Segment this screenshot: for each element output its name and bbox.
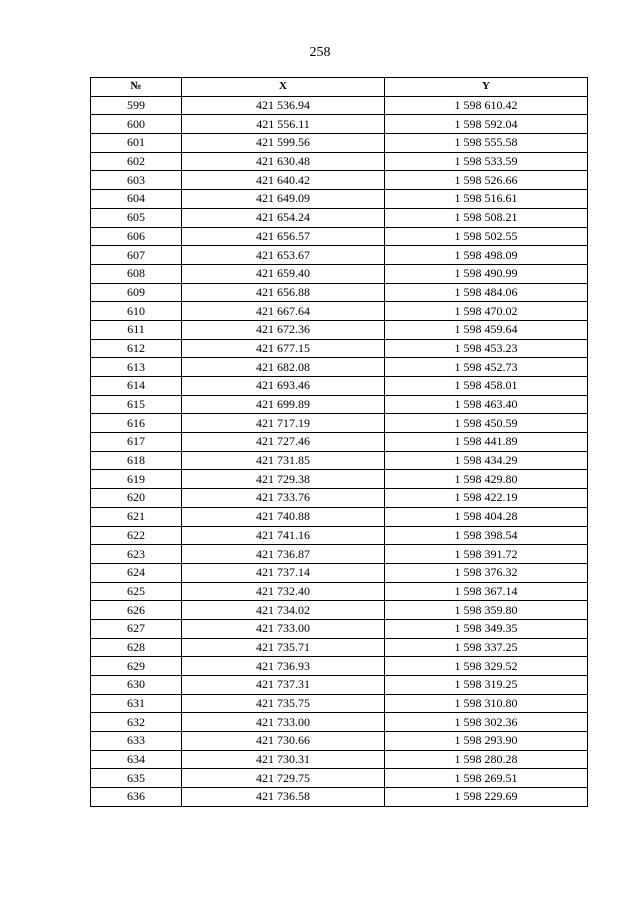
table-row [91,638,588,657]
cell-y: 1 598 516.61 [385,190,588,209]
cell-x: 421 654.24 [182,208,385,227]
cell-number: 617 [91,433,182,452]
cell-y: 1 598 302.36 [385,713,588,732]
cell-y: 1 598 310.80 [385,694,588,713]
cell-x: 421 656.88 [182,283,385,302]
cell-number: 625 [91,582,182,601]
cell-number: 615 [91,395,182,414]
cell-y: 1 598 498.09 [385,246,588,265]
cell-y: 1 598 441.89 [385,433,588,452]
cell-number: 628 [91,638,182,657]
cell-y: 1 598 484.06 [385,283,588,302]
cell-number: 629 [91,657,182,676]
cell-y: 1 598 490.99 [385,264,588,283]
cell-number: 613 [91,358,182,377]
cell-x: 421 733.76 [182,489,385,508]
table-row [91,601,588,620]
cell-number: 614 [91,377,182,396]
cell-number: 627 [91,619,182,638]
table-row [91,96,588,115]
cell-x: 421 693.46 [182,377,385,396]
table-row [91,414,588,433]
cell-x: 421 536.94 [182,96,385,115]
table-row [91,134,588,153]
cell-number: 608 [91,264,182,283]
table-row [91,358,588,377]
table-row [91,377,588,396]
cell-number: 621 [91,507,182,526]
cell-x: 421 656.57 [182,227,385,246]
cell-x: 421 630.48 [182,152,385,171]
cell-y: 1 598 610.42 [385,96,588,115]
cell-number: 624 [91,563,182,582]
cell-x: 421 731.85 [182,451,385,470]
table-row [91,302,588,321]
cell-x: 421 556.11 [182,115,385,134]
table-row [91,470,588,489]
table-row [91,619,588,638]
table-row [91,713,588,732]
cell-y: 1 598 555.58 [385,134,588,153]
cell-y: 1 598 459.64 [385,320,588,339]
cell-x: 421 737.31 [182,676,385,695]
table-row [91,545,588,564]
table-row [91,769,588,788]
cell-number: 626 [91,601,182,620]
cell-x: 421 736.87 [182,545,385,564]
cell-number: 612 [91,339,182,358]
cell-number: 618 [91,451,182,470]
cell-y: 1 598 329.52 [385,657,588,676]
cell-x: 421 733.00 [182,619,385,638]
header-y: Y [385,78,588,97]
table-row [91,526,588,545]
table-row [91,246,588,265]
cell-y: 1 598 229.69 [385,788,588,807]
header-row [91,78,588,97]
cell-x: 421 730.31 [182,750,385,769]
table-row [91,190,588,209]
cell-x: 421 730.66 [182,732,385,751]
table-row [91,657,588,676]
table-row [91,264,588,283]
cell-number: 620 [91,489,182,508]
cell-y: 1 598 452.73 [385,358,588,377]
cell-y: 1 598 404.28 [385,507,588,526]
cell-y: 1 598 280.28 [385,750,588,769]
cell-y: 1 598 453.23 [385,339,588,358]
cell-number: 602 [91,152,182,171]
header-number: № [91,78,182,97]
cell-x: 421 732.40 [182,582,385,601]
cell-number: 619 [91,470,182,489]
table-row [91,750,588,769]
table-body [91,96,588,806]
table-row [91,115,588,134]
cell-x: 421 599.56 [182,134,385,153]
cell-y: 1 598 293.90 [385,732,588,751]
cell-number: 623 [91,545,182,564]
table-row [91,433,588,452]
cell-x: 421 699.89 [182,395,385,414]
cell-y: 1 598 391.72 [385,545,588,564]
cell-y: 1 598 319.25 [385,676,588,695]
table-row [91,732,588,751]
cell-x: 421 729.38 [182,470,385,489]
cell-y: 1 598 526.66 [385,171,588,190]
cell-number: 606 [91,227,182,246]
cell-number: 607 [91,246,182,265]
cell-x: 421 740.88 [182,507,385,526]
cell-x: 421 736.93 [182,657,385,676]
cell-y: 1 598 398.54 [385,526,588,545]
table-row [91,563,588,582]
cell-number: 609 [91,283,182,302]
cell-number: 601 [91,134,182,153]
cell-x: 421 672.36 [182,320,385,339]
cell-number: 632 [91,713,182,732]
cell-x: 421 736.58 [182,788,385,807]
cell-number: 611 [91,320,182,339]
cell-x: 421 682.08 [182,358,385,377]
table-row [91,507,588,526]
cell-y: 1 598 533.59 [385,152,588,171]
cell-x: 421 649.09 [182,190,385,209]
table-row [91,582,588,601]
cell-y: 1 598 508.21 [385,208,588,227]
cell-y: 1 598 422.19 [385,489,588,508]
page-number: 258 [309,45,331,60]
cell-x: 421 659.40 [182,264,385,283]
cell-y: 1 598 429.80 [385,470,588,489]
cell-number: 631 [91,694,182,713]
cell-number: 604 [91,190,182,209]
table-row [91,676,588,695]
cell-number: 634 [91,750,182,769]
cell-number: 605 [91,208,182,227]
cell-x: 421 653.67 [182,246,385,265]
cell-y: 1 598 458.01 [385,377,588,396]
cell-number: 600 [91,115,182,134]
cell-number: 616 [91,414,182,433]
cell-number: 603 [91,171,182,190]
table-row [91,451,588,470]
table-row [91,489,588,508]
table-row [91,320,588,339]
cell-y: 1 598 359.80 [385,601,588,620]
cell-x: 421 737.14 [182,563,385,582]
header-x: X [182,78,385,97]
cell-y: 1 598 450.59 [385,414,588,433]
table-header [91,78,588,97]
table-row [91,152,588,171]
cell-y: 1 598 349.35 [385,619,588,638]
table-row [91,788,588,807]
cell-x: 421 735.75 [182,694,385,713]
cell-x: 421 741.16 [182,526,385,545]
cell-number: 599 [91,96,182,115]
cell-number: 622 [91,526,182,545]
cell-number: 630 [91,676,182,695]
cell-number: 633 [91,732,182,751]
table-row [91,339,588,358]
cell-x: 421 677.15 [182,339,385,358]
cell-y: 1 598 502.55 [385,227,588,246]
cell-number: 636 [91,788,182,807]
cell-x: 421 727.46 [182,433,385,452]
cell-y: 1 598 376.32 [385,563,588,582]
cell-y: 1 598 592.04 [385,115,588,134]
cell-x: 421 717.19 [182,414,385,433]
cell-x: 421 729.75 [182,769,385,788]
cell-y: 1 598 269.51 [385,769,588,788]
cell-y: 1 598 337.25 [385,638,588,657]
cell-x: 421 733.00 [182,713,385,732]
cell-y: 1 598 434.29 [385,451,588,470]
coordinates-table [90,77,588,807]
cell-y: 1 598 470.02 [385,302,588,321]
cell-number: 635 [91,769,182,788]
cell-number: 610 [91,302,182,321]
table-row [91,395,588,414]
cell-x: 421 640.42 [182,171,385,190]
cell-x: 421 734.02 [182,601,385,620]
cell-y: 1 598 463.40 [385,395,588,414]
cell-x: 421 667.64 [182,302,385,321]
table-row [91,171,588,190]
table-row [91,283,588,302]
cell-x: 421 735.71 [182,638,385,657]
table-row [91,208,588,227]
table-row [91,227,588,246]
table-row [91,694,588,713]
cell-y: 1 598 367.14 [385,582,588,601]
